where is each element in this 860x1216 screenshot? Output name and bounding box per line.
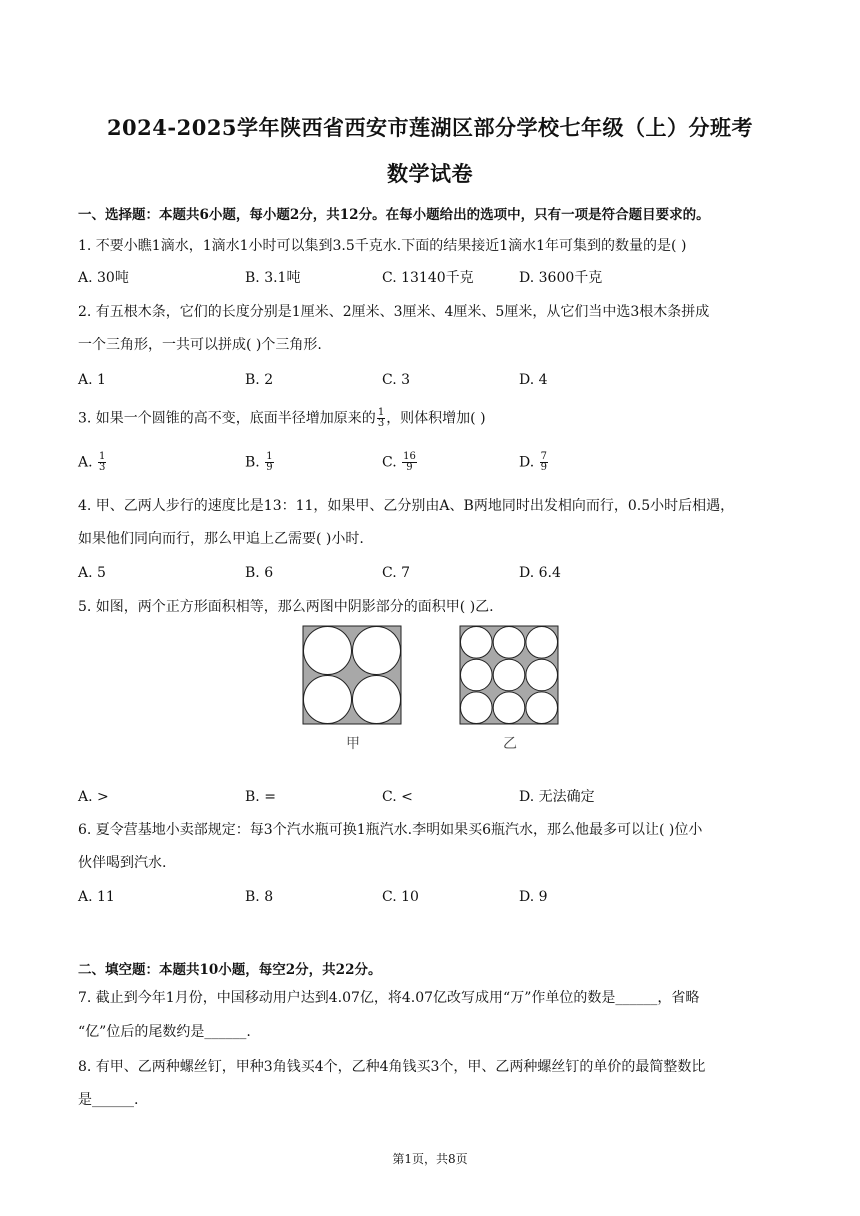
page-footer: 第1页，共8页 — [392, 1152, 468, 1166]
question-4-line1: 4. 甲、乙两人步行的速度比是13：11，如果甲、乙分别由A、B两地同时出发相向而行，0.5小时后相遇， — [78, 498, 735, 514]
q3-text-before: 3. 如果一个圆锥的高不变，底面半径增加原来的 — [78, 410, 376, 427]
q3-option-c: C. $\frac{16}{9}$ — [382, 451, 416, 473]
circle-yi — [526, 659, 558, 691]
exam-title-line1: 2024-2025学年陕西省西安市莲湖区部分学校七年级（上）分班考 — [106, 115, 754, 140]
question-2-line1: 2. 有五根木条，它们的长度分别是1厘米、2厘米、3厘米、4厘米、5厘米，从它们当中选3根木条拼成 — [78, 304, 710, 320]
circle-yi — [461, 627, 493, 659]
section-heading-choice: 一、选择题：本题共6小题，每小题2分，共12分。在每小题给出的选项中，只有一项是符合题目要求的。 — [78, 207, 710, 223]
q4-option-a: A. 5 — [78, 565, 106, 581]
q3-text-after: ，则体积增加( ) — [386, 410, 486, 427]
q2-option-d: D. 4 — [519, 372, 548, 388]
circle-yi — [526, 692, 558, 724]
q6-option-a: A. 11 — [78, 889, 115, 905]
q5-option-c: C. < — [382, 789, 413, 805]
q4-option-d: D. 6.4 — [519, 565, 561, 581]
question-6-line1: 6. 夏令营基地小卖部规定：每3个汽水瓶可换1瓶汽水.李明如果买6瓶汽水，那么他最多可以让( )位小 — [78, 822, 703, 838]
circle-yi — [461, 692, 493, 724]
q3-fraction: $\frac{1}{3}$ — [377, 407, 385, 429]
q3-option-a: A. $\frac{1}{3}$ — [78, 451, 106, 473]
q5-option-b: B. = — [245, 789, 276, 805]
circle-yi — [461, 659, 493, 691]
question-3-text — [78, 408, 790, 429]
circle-jia — [304, 627, 352, 675]
q6-option-b: B. 8 — [245, 889, 274, 905]
question-8-line1: 8. 有甲、乙两种螺丝钉，甲种3角钱买4个，乙种4角钱买3个，甲、乙两种螺丝钉的单价的最简整数比 — [78, 1059, 706, 1075]
q2-option-c: C. 3 — [382, 372, 411, 388]
q3-option-b: B. $\frac{1}{9}$ — [245, 451, 273, 473]
question-4-line2: 如果他们同向而行，那么甲追上乙需要( )小时. — [78, 531, 364, 547]
question-7-line1: 7. 截止到今年1月份，中国移动用户达到4.07亿，将4.07亿改写成用“万”作单位的数是______，省略 — [78, 990, 700, 1006]
q1-option-b: B. 3.1吨 — [245, 270, 301, 286]
q2-option-b: B. 2 — [245, 372, 274, 388]
q1-option-c: C. 13140千克 — [382, 270, 474, 286]
circle-yi — [526, 627, 558, 659]
exam-title-line2: 数学试卷 — [387, 161, 473, 186]
q3-option-d: D. $\frac{7}{9}$ — [519, 451, 548, 473]
question-8-line2: 是______. — [78, 1092, 139, 1108]
q5-option-a: A. > — [78, 789, 109, 805]
question-6-line2: 伙伴喝到汽水. — [78, 855, 167, 871]
q5-figure — [300, 624, 562, 754]
circle-jia — [304, 676, 352, 724]
circle-yi — [493, 659, 525, 691]
q1-option-a: A. 30吨 — [78, 270, 129, 286]
squares-circles-diagram — [300, 624, 562, 754]
section-heading-fill: 二、填空题：本题共10小题，每空2分，共22分。 — [78, 962, 382, 978]
q6-option-d: D. 9 — [519, 889, 548, 905]
q4-option-c: C. 7 — [382, 565, 411, 581]
q4-option-b: B. 6 — [245, 565, 274, 581]
circle-jia — [353, 676, 401, 724]
question-2-line2: 一个三角形，一共可以拼成( )个三角形. — [78, 337, 322, 353]
q6-option-c: C. 10 — [382, 889, 419, 905]
q2-option-a: A. 1 — [78, 372, 106, 388]
q5-option-d: D. 无法确定 — [519, 789, 595, 805]
circle-yi — [493, 627, 525, 659]
figure-label-yi: 乙 — [503, 736, 517, 752]
q1-option-d: D. 3600千克 — [519, 270, 603, 286]
circle-yi — [493, 692, 525, 724]
question-5-text: 5. 如图，两个正方形面积相等，那么两图中阴影部分的面积甲( )乙. — [78, 599, 494, 615]
figure-label-jia: 甲 — [346, 736, 360, 752]
question-1-text: 1. 不要小瞧1滴水，1滴水1小时可以集到3.5千克水.下面的结果接近1滴水1年可集到的数量的是( ) — [78, 238, 687, 254]
question-7-line2: “亿”位后的尾数约是______. — [78, 1024, 251, 1040]
circle-jia — [353, 627, 401, 675]
